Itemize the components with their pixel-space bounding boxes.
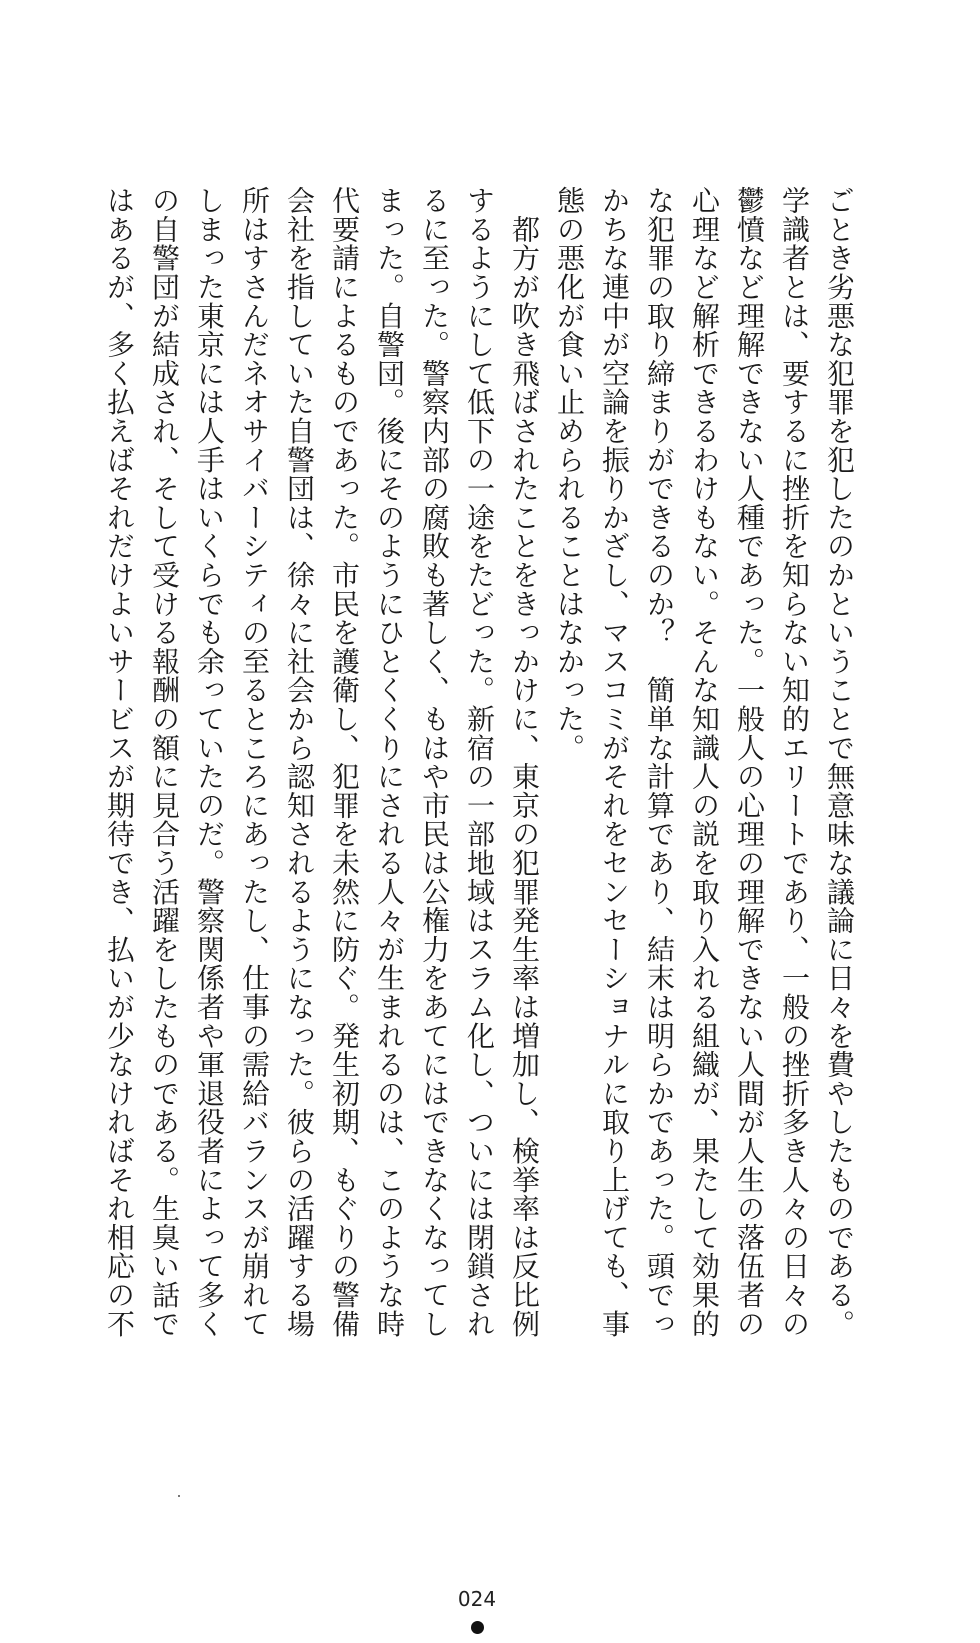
text-line: るに至った。警察内部の腐敗も著しく、もはや市民は公権力をあてにはできなくなってし — [418, 186, 451, 1338]
text-line: はあるが、多く払えばそれだけよいサービスが期待でき、払いが少なければそれ相応の不 — [103, 186, 136, 1338]
text-line: しまった東京には人手はいくらでも余っていたのだ。警察関係者や軍退役者によって多く — [193, 186, 226, 1338]
text-line: 態の悪化が食い止められることはなかった。 — [553, 186, 586, 762]
text-line: の自警団が結成され、そして受ける報酬の額に見合う活躍をしたものである。生臭い話で — [148, 186, 181, 1338]
page-number: 024 — [457, 1587, 497, 1611]
text-line: 所はすさんだネオサイバーシティの至るところにあったし、仕事の需給バランスが崩れて — [238, 186, 271, 1338]
text-line: 心理など解析できるわけもない。そんな知識人の説を取り入れる組織が、果たして効果的 — [688, 186, 721, 1338]
text-line: 鬱憤など理解できない人種であった。一般人の心理の理解できない人間が人生の落伍者の — [733, 186, 766, 1338]
text-line: ごとき劣悪な犯罪を犯したのかということで無意味な議論に日々を費やしたものである。 — [823, 186, 856, 1338]
text-line: な犯罪の取り締まりができるのか？ 簡単な計算であり、結末は明らかであった。頭でっ — [643, 186, 676, 1338]
text-line: かちな連中が空論を振りかざし、マスコミがそれをセンセーショナルに取り上げても、事 — [598, 186, 631, 1338]
page-marker-dot — [471, 1621, 484, 1634]
text-line: するようにして低下の一途をたどった。新宿の一部地域はスラム化し、ついには閉鎖され — [463, 186, 496, 1338]
text-line: 代要請によるものであった。市民を護衛し、犯罪を未然に防ぐ。発生初期、もぐりの警備 — [328, 186, 361, 1338]
scan-speck — [178, 1495, 180, 1497]
text-line: まった。自警団。後にそのようにひとくくりにされる人々が生まれるのは、このような時 — [373, 186, 406, 1338]
text-line: 会社を指していた自警団は、徐々に社会から認知されるようになった。彼らの活躍する場 — [283, 186, 316, 1338]
text-line: 学識者とは、要するに挫折を知らない知的エリートであり、一般の挫折多き人々の日々の — [778, 186, 811, 1338]
text-line: 都方が吹き飛ばされたことをきっかけに、東京の犯罪発生率は増加し、検挙率は反比例 — [508, 186, 541, 1338]
body-text — [97, 186, 862, 1351]
